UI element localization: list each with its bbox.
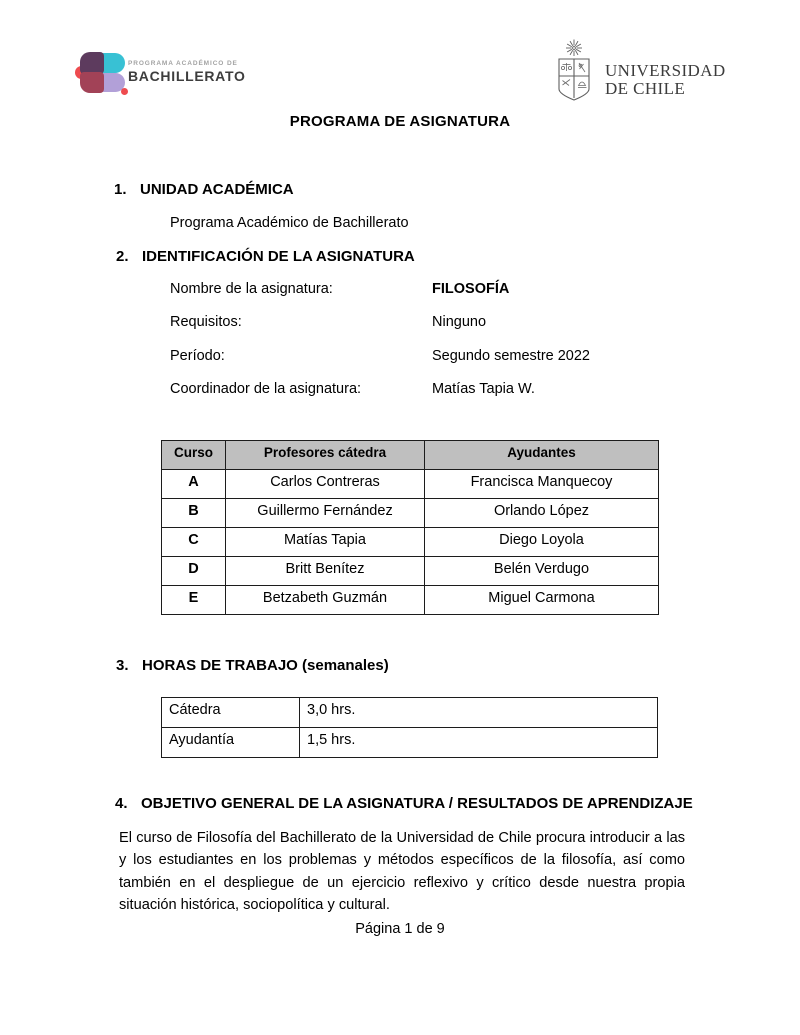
field-periodo: [170, 348, 690, 364]
field-value: FILOSOFÍA: [432, 281, 510, 297]
uchile-logo: [552, 37, 726, 105]
table-row: [162, 528, 659, 557]
table-row: [162, 557, 659, 586]
section-1-number: 1.: [114, 181, 127, 198]
curso-cell: B: [162, 499, 226, 528]
table-row: [162, 586, 659, 615]
curso-cell: D: [162, 557, 226, 586]
objective-paragraph: El curso de Filosofía del Bachillerato de la Universidad de Chile procura introducir a las y los estudiantes en los problemas y métodos específicos de la filosofía, así como también en el despliegue de un ejercicio reflexivo y crítico desde nuestra propia situación histórica, sociopolítica y cultural.: [119, 830, 685, 913]
table-row: [162, 470, 659, 499]
col-header-curso: Curso: [162, 441, 226, 470]
logo-red-dot: [121, 88, 128, 95]
section-3-number: 3.: [116, 657, 129, 674]
uchile-logo-text: [605, 62, 726, 105]
col-header-profesores: Profesores cátedra: [226, 441, 425, 470]
field-requisitos: [170, 314, 690, 330]
field-nombre-asignatura: [170, 281, 690, 297]
table-row: [162, 499, 659, 528]
hours-label-cell: Ayudantía: [162, 728, 300, 758]
section-2-title: IDENTIFICACIÓN DE LA ASIGNATURA: [142, 248, 415, 265]
uchile-name-line2: DE CHILE: [605, 78, 686, 98]
uchile-shield-icon: [552, 37, 596, 105]
section-4-title: OBJETIVO GENERAL DE LA ASIGNATURA / RESULTADOS DE APRENDIZAJE: [141, 795, 693, 812]
courses-table: [161, 440, 659, 615]
section-4-number: 4.: [115, 795, 128, 812]
ayudante-cell: Diego Loyola: [425, 528, 659, 557]
field-value: Ninguno: [432, 314, 487, 330]
field-label: Nombre de la asignatura:: [170, 281, 333, 297]
curso-cell: E: [162, 586, 226, 615]
hours-table: [161, 697, 658, 758]
ayudante-cell: Miguel Carmona: [425, 586, 659, 615]
ayudante-cell: Francisca Manquecoy: [425, 470, 659, 499]
bachillerato-b-icon: [78, 52, 128, 93]
field-label: Coordinador de la asignatura:: [170, 381, 362, 397]
field-value: Segundo semestre 2022: [432, 348, 590, 364]
profesor-cell: Betzabeth Guzmán: [226, 586, 425, 615]
ayudante-cell: Belén Verdugo: [425, 557, 659, 586]
section-3-title: HORAS DE TRABAJO (semanales): [142, 657, 389, 674]
bachillerato-name: BACHILLERATO: [128, 68, 246, 84]
section-2-heading: [116, 248, 415, 265]
page-title: PROGRAMA DE ASIGNATURA: [289, 113, 511, 130]
hours-label-cell: Cátedra: [162, 698, 300, 728]
profesor-cell: Guillermo Fernández: [226, 499, 425, 528]
profesor-cell: Carlos Contreras: [226, 470, 425, 499]
page-number: Página 1 de 9: [355, 921, 445, 937]
section-4-heading: [115, 795, 693, 812]
section-1-title: UNIDAD ACADÉMICA: [140, 181, 294, 198]
uchile-name-line1: UNIVERSIDAD: [605, 61, 726, 80]
section-1-heading: [114, 181, 294, 198]
courses-table-header-row: [162, 441, 659, 470]
profesor-cell: Britt Benítez: [226, 557, 425, 586]
bachillerato-tagline: PROGRAMA ACADÉMICO DE: [128, 60, 238, 67]
field-value: Matías Tapia W.: [432, 381, 535, 397]
field-label: Requisitos:: [170, 314, 242, 330]
table-row: [162, 728, 658, 758]
field-coordinador: [170, 381, 690, 397]
section-3-heading: [116, 657, 389, 674]
bachillerato-logo-text: [128, 60, 246, 84]
logo-plum-block: [80, 52, 104, 74]
unidad-academica-value: Programa Académico de Bachillerato: [170, 215, 409, 231]
curso-cell: A: [162, 470, 226, 499]
profesor-cell: Matías Tapia: [226, 528, 425, 557]
field-label: Período:: [170, 348, 225, 364]
table-row: [162, 698, 658, 728]
curso-cell: C: [162, 528, 226, 557]
bachillerato-logo: [78, 52, 308, 96]
ayudante-cell: Orlando López: [425, 499, 659, 528]
hours-value-cell: 3,0 hrs.: [300, 698, 658, 728]
hours-value-cell: 1,5 hrs.: [300, 728, 658, 758]
logo-berry-block: [80, 72, 104, 93]
sunburst-icon: [566, 40, 582, 57]
section-2-number: 2.: [116, 248, 129, 265]
col-header-ayudantes: Ayudantes: [425, 441, 659, 470]
